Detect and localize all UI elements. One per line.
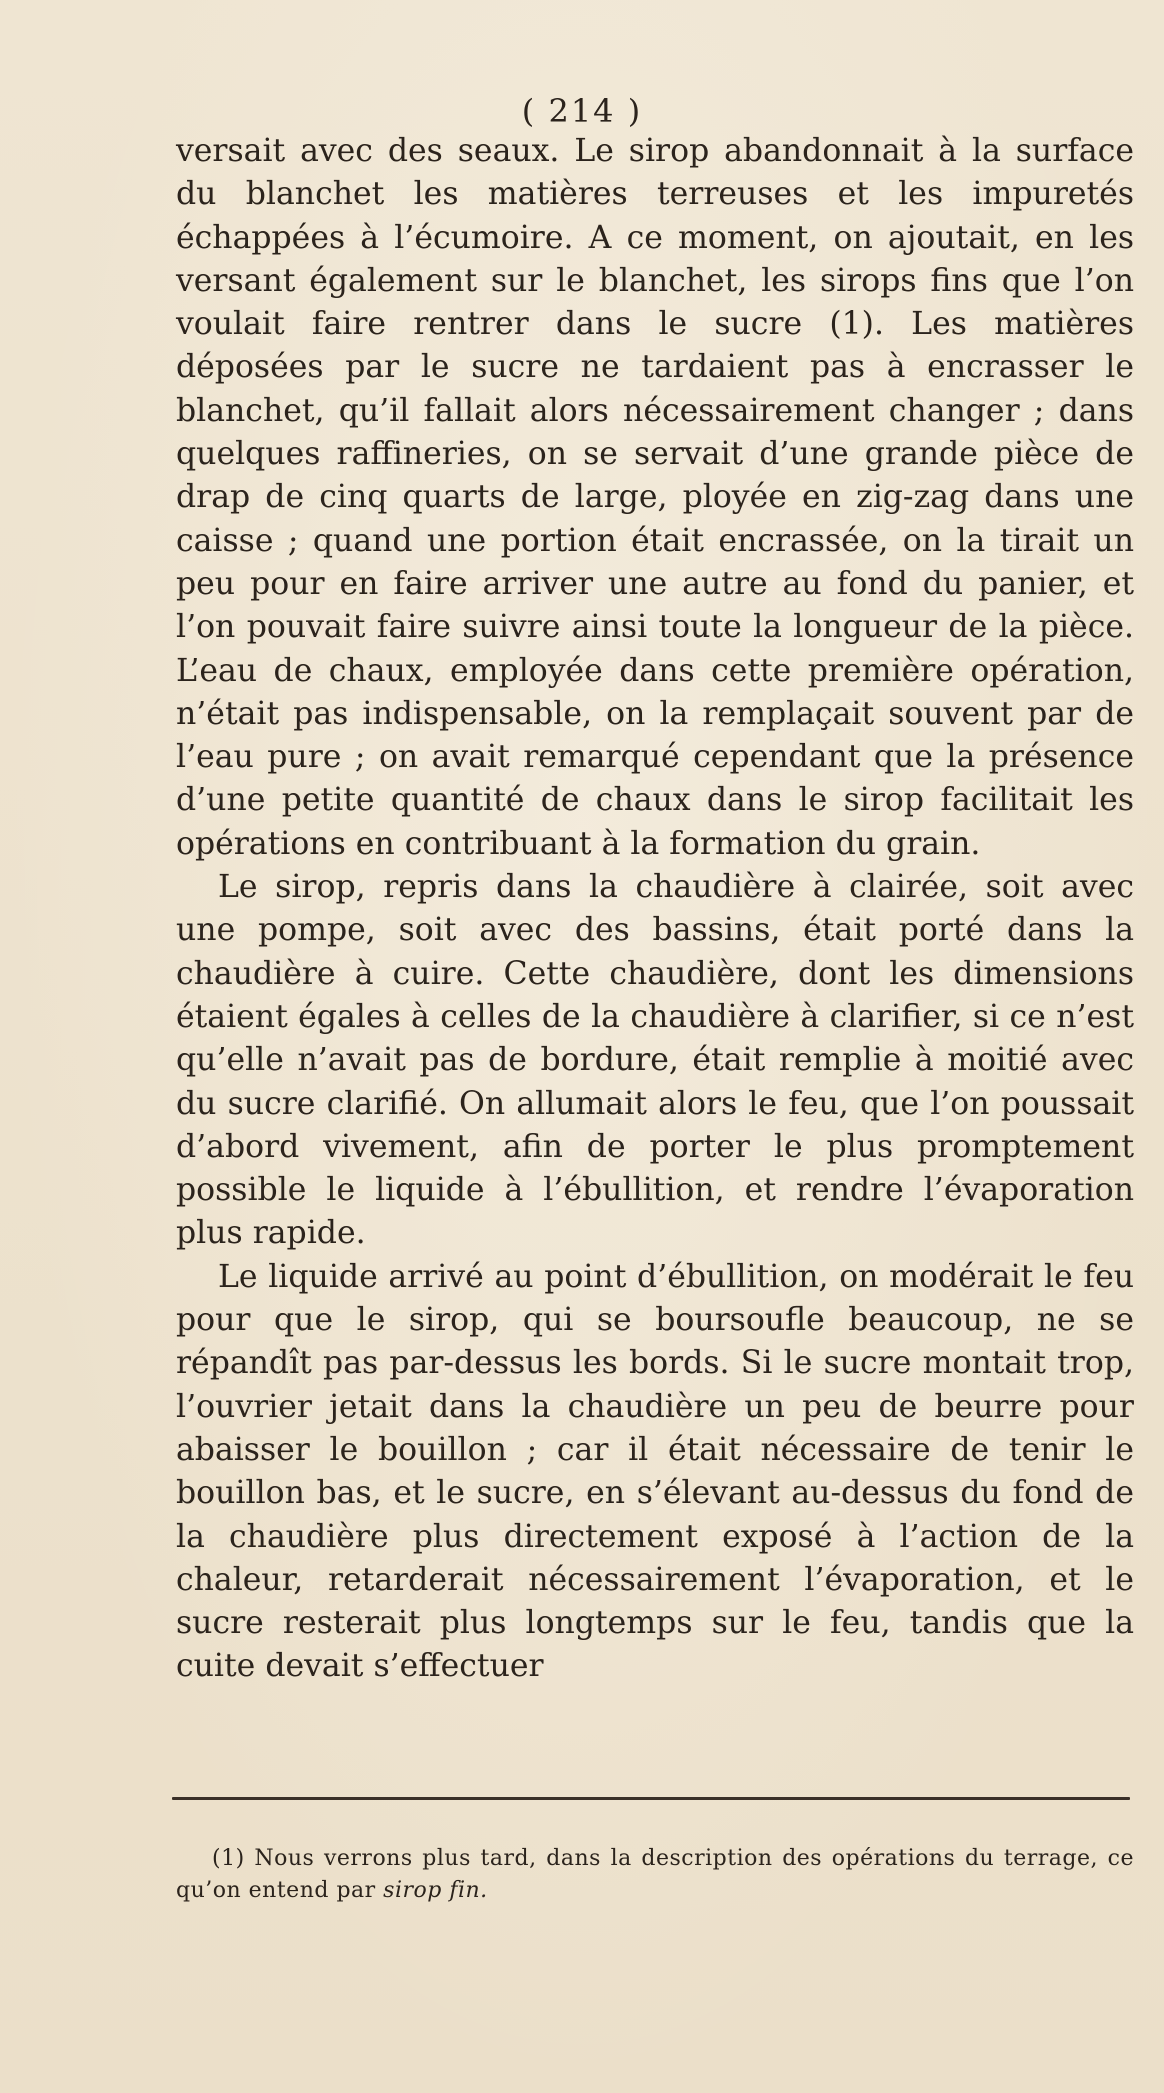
- page-number: ( 214 ): [521, 92, 643, 130]
- paragraph: Le sirop, repris dans la chaudière à clairée, soit avec une pompe, soit avec des bassins, était porté dans la chaudière à cuire. Cette chaudière, dont les dimensions étaient égales à celles de la chaudière à clarifier, si ce n’est qu’elle n’avait pas de bordure, était remplie à moitié avec du sucre clarifié. On allumait alors le feu, que l’on poussait d’abord vivement, afin de porter le plus promptement possible le liquide à l’ébullition, et rendre l’évaporation plus rapide.: [176, 869, 1134, 1252]
- footnote: [176, 1843, 1134, 1907]
- footnote-text: Nous verrons plus tard, dans la description des opérations du terrage, ce qu’on entend par: [176, 1846, 1135, 1903]
- paragraph: Le liquide arrivé au point d’ébullition, on modérait le feu pour que le sirop, qui se boursoufle beaucoup, ne se répandît pas par-dessus les bords. Si le sucre montait trop, l’ouvrier jetait dans la chaudière un peu de beurre pour abaisser le bouillon ; car il était nécessaire de tenir le bouillon bas, et le sucre, en s’élevant au-dessus du fond de la chaudière plus directement exposé à l’action de la chaleur, retarderait nécessairement l’évaporation, et le sucre resterait plus longtemps sur le feu, tandis que la cuite devait s’effectuer: [176, 1258, 1134, 1685]
- paragraph: versait avec des seaux. Le sirop abandonnait à la surface du blanchet les matières terreuses et les impuretés échappées à l’écumoire. A ce moment, on ajoutait, en les versant également sur le blanchet, les sirops fins que l’on voulait faire rentrer dans le sucre (1). Les matières déposées par le sucre ne tardaient pas à encrasser le blanchet, qu’il fallait alors nécessairement changer ; dans quelques raffineries, on se servait d’une grande pièce de drap de cinq quarts de large, ployée en zig-zag dans une caisse ; quand une portion était encrassée, on la tirait un peu pour en faire arriver une autre au fond du panier, et l’on pouvait faire suivre ainsi toute la longueur de la pièce. L’eau de chaux, employée dans cette première opération, n’était pas indispensable, on la remplaçait souvent par de l’eau pure ; on avait remarqué cependant que la présence d’une petite quantité de chaux dans le sirop facilitait les opérations en contribuant à la formation du grain.: [176, 133, 1134, 862]
- footnote-marker: (1): [212, 1846, 245, 1871]
- footnote-emphasis: sirop fin.: [383, 1878, 488, 1903]
- main-text: [176, 130, 1134, 1689]
- footnote-separator: [172, 1797, 1130, 1800]
